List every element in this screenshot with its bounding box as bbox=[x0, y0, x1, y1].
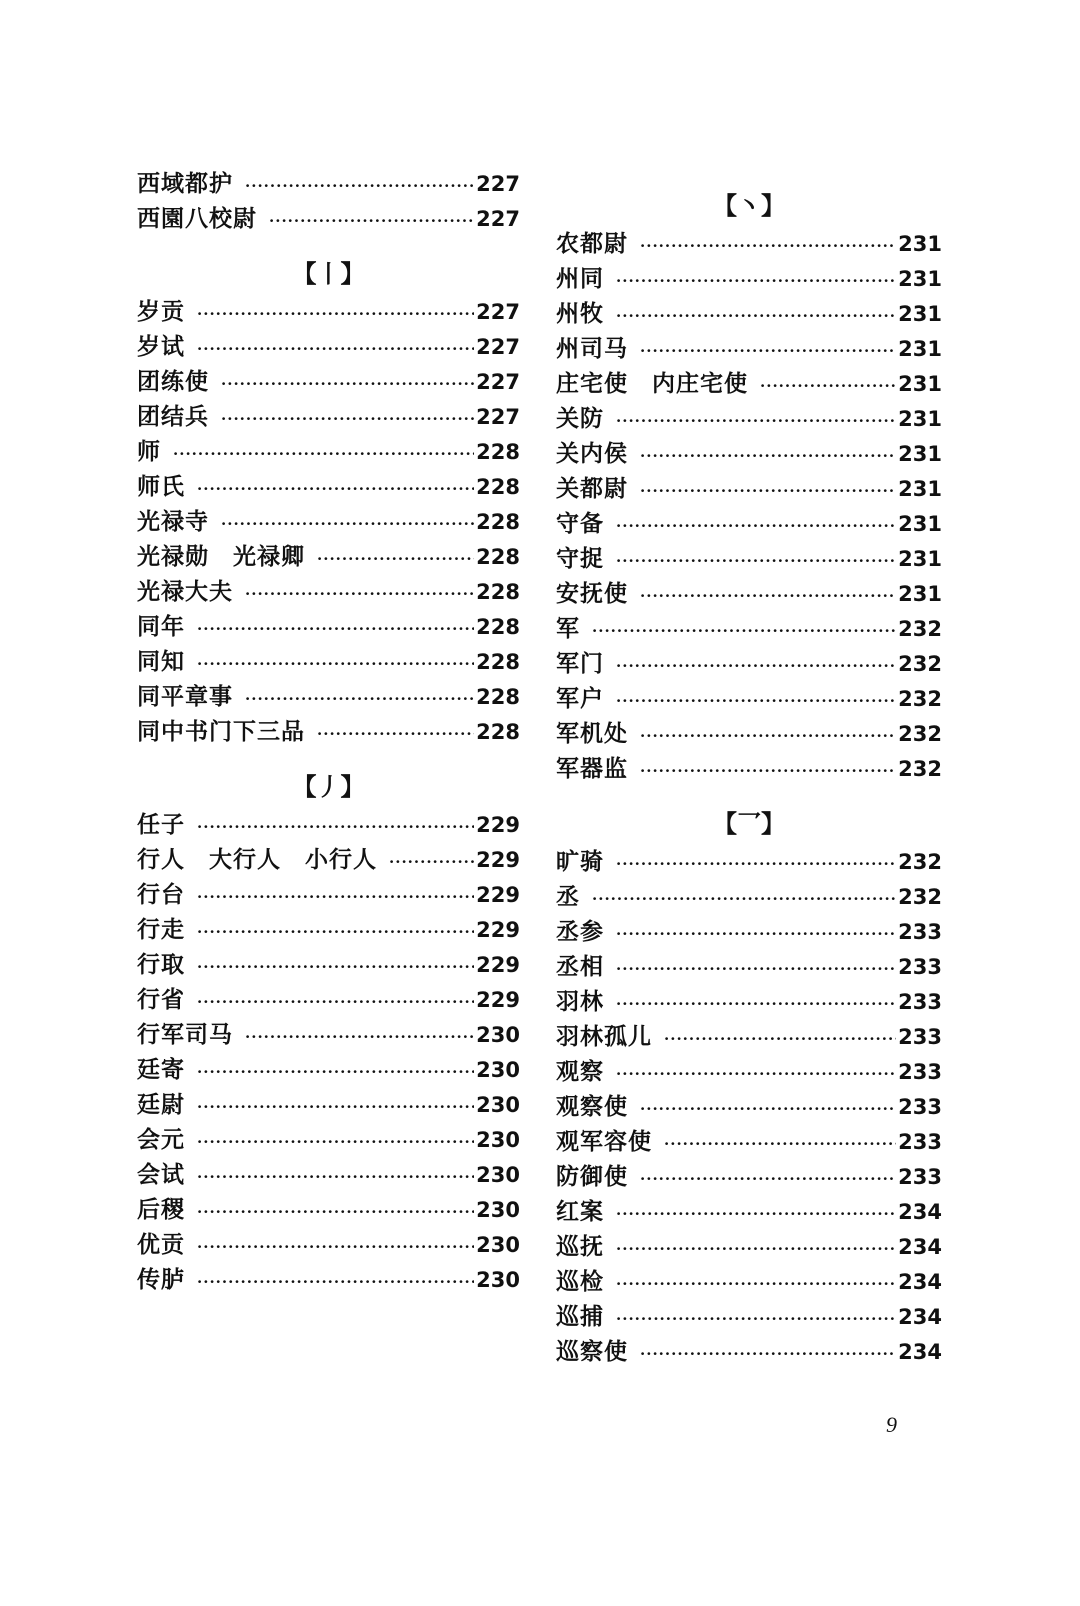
entry-term: 巡察使 bbox=[556, 1338, 628, 1365]
entry-term: 关防 bbox=[556, 405, 604, 432]
leader-dots bbox=[640, 1092, 896, 1127]
entry-term: 关都尉 bbox=[556, 475, 628, 502]
index-entry bbox=[137, 842, 520, 877]
index-entry bbox=[556, 226, 942, 261]
leader-dots bbox=[245, 1020, 474, 1055]
leader-dots bbox=[317, 717, 474, 752]
leader-dots bbox=[640, 474, 896, 509]
right-column bbox=[556, 186, 942, 1369]
entry-term: 师 bbox=[137, 438, 161, 465]
entry-term: 羽林孤儿 bbox=[556, 1023, 652, 1050]
leader-dots bbox=[616, 404, 896, 439]
index-entry bbox=[556, 984, 942, 1019]
left-column bbox=[137, 166, 520, 1297]
index-entry bbox=[556, 914, 942, 949]
leader-dots bbox=[616, 1057, 896, 1092]
entry-page-number: 234 bbox=[898, 1270, 942, 1294]
entry-term: 安抚使 bbox=[556, 580, 628, 607]
entry-page-number: 233 bbox=[898, 955, 942, 979]
index-entry bbox=[137, 201, 520, 236]
index-entry bbox=[137, 434, 520, 469]
entry-page-number: 230 bbox=[476, 1198, 520, 1222]
entry-page-number: 228 bbox=[476, 580, 520, 604]
entry-term: 团结兵 bbox=[137, 403, 209, 430]
leader-dots bbox=[197, 1195, 474, 1230]
index-entry bbox=[556, 471, 942, 506]
entry-term: 旷骑 bbox=[556, 848, 604, 875]
index-entry bbox=[137, 1227, 520, 1262]
entry-page-number: 233 bbox=[898, 1165, 942, 1189]
entry-term: 州牧 bbox=[556, 300, 604, 327]
entry-term: 观察使 bbox=[556, 1093, 628, 1120]
leader-dots bbox=[616, 847, 896, 882]
entry-term: 州司马 bbox=[556, 335, 628, 362]
entry-term: 观军容使 bbox=[556, 1128, 652, 1155]
leader-dots bbox=[197, 1055, 474, 1090]
leader-dots bbox=[197, 612, 474, 647]
entry-page-number: 231 bbox=[898, 442, 942, 466]
index-entry bbox=[556, 716, 942, 751]
entry-term: 军 bbox=[556, 615, 580, 642]
leader-dots bbox=[640, 754, 896, 789]
entry-page-number: 227 bbox=[476, 405, 520, 429]
index-entry bbox=[556, 1019, 942, 1054]
index-entry bbox=[137, 469, 520, 504]
entry-page-number: 228 bbox=[476, 615, 520, 639]
entry-term: 岁贡 bbox=[137, 298, 185, 325]
left-section1-entries bbox=[137, 294, 520, 749]
leader-dots bbox=[197, 1125, 474, 1160]
entry-term: 同年 bbox=[137, 613, 185, 640]
leader-dots bbox=[269, 204, 474, 239]
leader-dots bbox=[616, 987, 896, 1022]
entry-page-number: 229 bbox=[476, 988, 520, 1012]
index-entry bbox=[556, 844, 942, 879]
leader-dots bbox=[640, 1337, 896, 1372]
entry-term: 守捉 bbox=[556, 545, 604, 572]
leader-dots bbox=[616, 684, 896, 719]
entry-page-number: 227 bbox=[476, 300, 520, 324]
entry-page-number: 233 bbox=[898, 1025, 942, 1049]
right-section1-entries bbox=[556, 226, 942, 786]
index-entry bbox=[137, 1052, 520, 1087]
index-entry bbox=[556, 1089, 942, 1124]
leader-dots bbox=[197, 647, 474, 682]
entry-page-number: 228 bbox=[476, 475, 520, 499]
index-entry bbox=[556, 1299, 942, 1334]
entry-page-number: 227 bbox=[476, 370, 520, 394]
entry-term: 守备 bbox=[556, 510, 604, 537]
entry-page-number: 231 bbox=[898, 582, 942, 606]
entry-page-number: 232 bbox=[898, 885, 942, 909]
entry-page-number: 231 bbox=[898, 337, 942, 361]
leader-dots bbox=[664, 1127, 896, 1162]
index-entry bbox=[137, 294, 520, 329]
index-entry bbox=[137, 329, 520, 364]
leader-dots bbox=[317, 542, 474, 577]
entry-term: 军机处 bbox=[556, 720, 628, 747]
section-header-stroke-shu: 【丨】 bbox=[292, 259, 365, 288]
index-entry bbox=[556, 401, 942, 436]
left-section2-entries bbox=[137, 807, 520, 1297]
index-entry bbox=[137, 609, 520, 644]
entry-term: 巡抚 bbox=[556, 1233, 604, 1260]
index-entry bbox=[137, 679, 520, 714]
entry-page-number: 232 bbox=[898, 652, 942, 676]
index-entry bbox=[137, 1122, 520, 1157]
index-entry bbox=[556, 751, 942, 786]
entry-page-number: 231 bbox=[898, 302, 942, 326]
leader-dots bbox=[640, 439, 896, 474]
entry-term: 会元 bbox=[137, 1126, 185, 1153]
entry-page-number: 232 bbox=[898, 687, 942, 711]
index-entry bbox=[137, 714, 520, 749]
entry-term: 岁试 bbox=[137, 333, 185, 360]
entry-page-number: 229 bbox=[476, 883, 520, 907]
entry-term: 丞 bbox=[556, 883, 580, 910]
index-entry bbox=[556, 1124, 942, 1159]
leader-dots bbox=[245, 682, 474, 717]
entry-page-number: 231 bbox=[898, 232, 942, 256]
entry-term: 军器监 bbox=[556, 755, 628, 782]
entry-page-number: 234 bbox=[898, 1340, 942, 1364]
entry-term: 光禄勋 光禄卿 bbox=[137, 543, 305, 570]
index-entry bbox=[556, 1159, 942, 1194]
leader-dots bbox=[221, 367, 474, 402]
entry-page-number: 230 bbox=[476, 1163, 520, 1187]
leader-dots bbox=[640, 579, 896, 614]
entry-page-number: 227 bbox=[476, 172, 520, 196]
index-entry bbox=[137, 1262, 520, 1297]
entry-page-number: 231 bbox=[898, 477, 942, 501]
index-entry bbox=[556, 1194, 942, 1229]
index-entry bbox=[137, 982, 520, 1017]
index-entry bbox=[556, 366, 942, 401]
entry-term: 防御使 bbox=[556, 1163, 628, 1190]
entry-page-number: 231 bbox=[898, 407, 942, 431]
entry-page-number: 230 bbox=[476, 1023, 520, 1047]
entry-term: 行取 bbox=[137, 951, 185, 978]
leader-dots bbox=[197, 985, 474, 1020]
index-entry bbox=[137, 504, 520, 539]
leader-dots bbox=[616, 952, 896, 987]
entry-term: 军户 bbox=[556, 685, 604, 712]
entry-term: 丞参 bbox=[556, 918, 604, 945]
leader-dots bbox=[197, 950, 474, 985]
entry-term: 西園八校尉 bbox=[137, 205, 257, 232]
entry-page-number: 232 bbox=[898, 850, 942, 874]
leader-dots bbox=[616, 649, 896, 684]
entry-term: 会试 bbox=[137, 1161, 185, 1188]
index-entry bbox=[137, 912, 520, 947]
entry-page-number: 229 bbox=[476, 848, 520, 872]
index-entry bbox=[556, 296, 942, 331]
index-entry bbox=[556, 576, 942, 611]
entry-term: 行台 bbox=[137, 881, 185, 908]
leader-dots bbox=[760, 369, 896, 404]
entry-page-number: 229 bbox=[476, 918, 520, 942]
index-entry bbox=[556, 506, 942, 541]
entry-term: 光禄大夫 bbox=[137, 578, 233, 605]
leader-dots bbox=[640, 229, 896, 264]
leader-dots bbox=[245, 577, 474, 612]
entry-page-number: 228 bbox=[476, 650, 520, 674]
entry-term: 羽林 bbox=[556, 988, 604, 1015]
leader-dots bbox=[197, 1090, 474, 1125]
entry-page-number: 230 bbox=[476, 1093, 520, 1117]
entry-page-number: 228 bbox=[476, 510, 520, 534]
leader-dots bbox=[640, 334, 896, 369]
left-pre-entries bbox=[137, 166, 520, 236]
index-entry bbox=[137, 947, 520, 982]
page-number: 9 bbox=[886, 1412, 897, 1437]
entry-page-number: 228 bbox=[476, 720, 520, 744]
entry-term: 农都尉 bbox=[556, 230, 628, 257]
leader-dots bbox=[221, 402, 474, 437]
leader-dots bbox=[221, 507, 474, 542]
leader-dots bbox=[616, 917, 896, 952]
entry-page-number: 228 bbox=[476, 685, 520, 709]
entry-term: 庄宅使 内庄宅使 bbox=[556, 370, 748, 397]
entry-page-number: 234 bbox=[898, 1235, 942, 1259]
entry-page-number: 231 bbox=[898, 267, 942, 291]
index-entry bbox=[137, 644, 520, 679]
entry-page-number: 229 bbox=[476, 953, 520, 977]
entry-term: 廷尉 bbox=[137, 1091, 185, 1118]
entry-term: 光禄寺 bbox=[137, 508, 209, 535]
index-entry bbox=[137, 1017, 520, 1052]
leader-dots bbox=[592, 614, 896, 649]
entry-page-number: 231 bbox=[898, 512, 942, 536]
leader-dots bbox=[197, 880, 474, 915]
leader-dots bbox=[592, 882, 896, 917]
entry-page-number: 232 bbox=[898, 617, 942, 641]
entry-page-number: 230 bbox=[476, 1128, 520, 1152]
index-entry bbox=[137, 399, 520, 434]
entry-page-number: 229 bbox=[476, 813, 520, 837]
index-entry bbox=[556, 1229, 942, 1264]
entry-term: 师氏 bbox=[137, 473, 185, 500]
entry-term: 任子 bbox=[137, 811, 185, 838]
entry-page-number: 227 bbox=[476, 207, 520, 231]
entry-term: 西域都护 bbox=[137, 170, 233, 197]
index-entry bbox=[556, 949, 942, 984]
leader-dots bbox=[640, 719, 896, 754]
entry-page-number: 232 bbox=[898, 757, 942, 781]
leader-dots bbox=[616, 509, 896, 544]
section-header-stroke-dian: 【丶】 bbox=[713, 191, 785, 220]
section-header-stroke-pie: 【丿】 bbox=[292, 772, 365, 801]
leader-dots bbox=[616, 544, 896, 579]
leader-dots bbox=[197, 332, 474, 367]
leader-dots bbox=[616, 299, 896, 334]
index-entry bbox=[556, 436, 942, 471]
entry-page-number: 227 bbox=[476, 335, 520, 359]
entry-term: 观察 bbox=[556, 1058, 604, 1085]
entry-term: 同平章事 bbox=[137, 683, 233, 710]
index-entry bbox=[556, 879, 942, 914]
index-entry bbox=[556, 611, 942, 646]
entry-term: 优贡 bbox=[137, 1231, 185, 1258]
index-entry bbox=[556, 331, 942, 366]
entry-term: 行省 bbox=[137, 986, 185, 1013]
entry-page-number: 230 bbox=[476, 1058, 520, 1082]
entry-term: 行军司马 bbox=[137, 1021, 233, 1048]
entry-page-number: 233 bbox=[898, 1060, 942, 1084]
entry-term: 州同 bbox=[556, 265, 604, 292]
index-entry bbox=[556, 1264, 942, 1299]
index-entry bbox=[556, 541, 942, 576]
entry-term: 同中书门下三品 bbox=[137, 718, 305, 745]
entry-page-number: 232 bbox=[898, 722, 942, 746]
entry-term: 巡捕 bbox=[556, 1303, 604, 1330]
leader-dots bbox=[197, 1160, 474, 1195]
leader-dots bbox=[197, 1265, 474, 1300]
entry-page-number: 233 bbox=[898, 1130, 942, 1154]
index-entry bbox=[556, 646, 942, 681]
entry-term: 行走 bbox=[137, 916, 185, 943]
index-entry bbox=[556, 1054, 942, 1089]
index-entry bbox=[137, 877, 520, 912]
leader-dots bbox=[173, 437, 474, 472]
entry-term: 丞相 bbox=[556, 953, 604, 980]
index-entry bbox=[137, 1087, 520, 1122]
entry-page-number: 234 bbox=[898, 1305, 942, 1329]
entry-term: 团练使 bbox=[137, 368, 209, 395]
leader-dots bbox=[616, 1232, 896, 1267]
leader-dots bbox=[245, 169, 474, 204]
index-entry bbox=[556, 261, 942, 296]
entry-page-number: 234 bbox=[898, 1200, 942, 1224]
entry-term: 后稷 bbox=[137, 1196, 185, 1223]
leader-dots bbox=[389, 845, 474, 880]
leader-dots bbox=[616, 1302, 896, 1337]
leader-dots bbox=[616, 1267, 896, 1302]
entry-page-number: 233 bbox=[898, 920, 942, 944]
index-entry bbox=[137, 574, 520, 609]
leader-dots bbox=[616, 1197, 896, 1232]
entry-term: 廷寄 bbox=[137, 1056, 185, 1083]
leader-dots bbox=[197, 810, 474, 845]
index-entry bbox=[137, 807, 520, 842]
index-entry bbox=[137, 1192, 520, 1227]
leader-dots bbox=[616, 264, 896, 299]
entry-page-number: 233 bbox=[898, 1095, 942, 1119]
entry-page-number: 228 bbox=[476, 440, 520, 464]
entry-page-number: 233 bbox=[898, 990, 942, 1014]
leader-dots bbox=[197, 472, 474, 507]
index-entry bbox=[137, 539, 520, 574]
leader-dots bbox=[197, 297, 474, 332]
leader-dots bbox=[664, 1022, 896, 1057]
index-entry bbox=[137, 364, 520, 399]
entry-term: 红案 bbox=[556, 1198, 604, 1225]
entry-term: 军门 bbox=[556, 650, 604, 677]
leader-dots bbox=[197, 915, 474, 950]
entry-page-number: 231 bbox=[898, 547, 942, 571]
entry-term: 传胪 bbox=[137, 1266, 185, 1293]
index-entry bbox=[556, 681, 942, 716]
leader-dots bbox=[197, 1230, 474, 1265]
index-entry bbox=[137, 1157, 520, 1192]
entry-page-number: 231 bbox=[898, 372, 942, 396]
leader-dots bbox=[640, 1162, 896, 1197]
index-entry bbox=[137, 166, 520, 201]
entry-term: 关内侯 bbox=[556, 440, 628, 467]
entry-page-number: 228 bbox=[476, 545, 520, 569]
entry-term: 行人 大行人 小行人 bbox=[137, 846, 377, 873]
section-header-stroke-zhe: 【乛】 bbox=[713, 809, 785, 838]
right-section2-entries bbox=[556, 844, 942, 1369]
entry-page-number: 230 bbox=[476, 1268, 520, 1292]
entry-page-number: 230 bbox=[476, 1233, 520, 1257]
entry-term: 巡检 bbox=[556, 1268, 604, 1295]
index-entry bbox=[556, 1334, 942, 1369]
entry-term: 同知 bbox=[137, 648, 185, 675]
